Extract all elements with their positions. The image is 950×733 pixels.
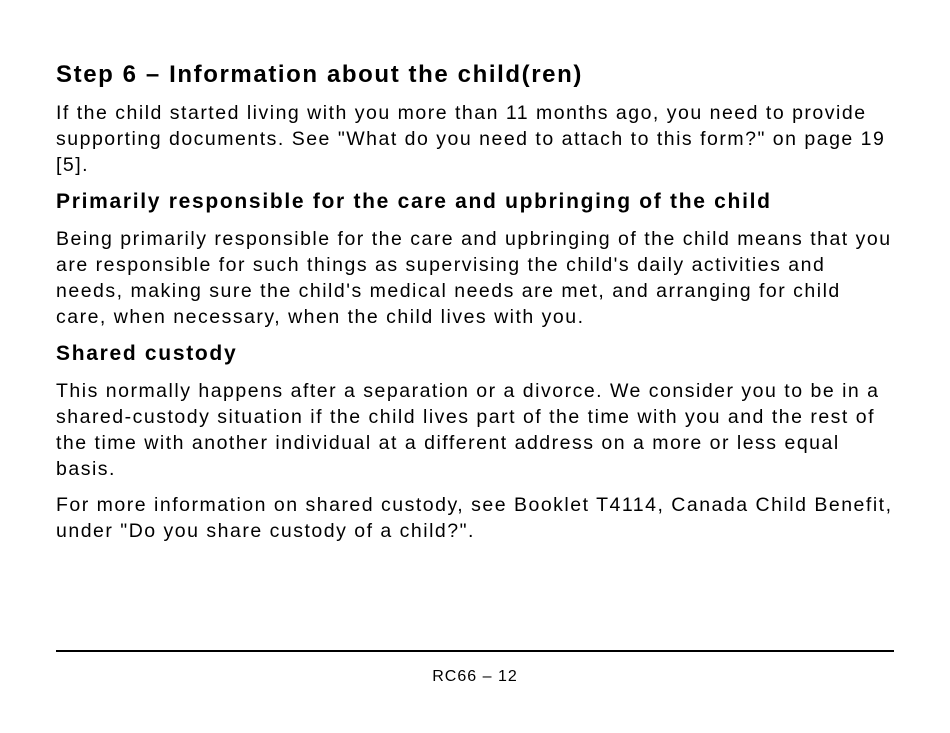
primary-care-heading: Primarily responsible for the care and upbringing of the child [56, 190, 772, 213]
footer-divider [56, 650, 894, 652]
step-intro-paragraph: If the child started living with you more than 11 months ago, you need to provide supporting documents. See "What do you need to attach to this form?" on page 19 [5]. [56, 102, 886, 176]
document-page [56, 60, 896, 554]
primary-care-paragraph: Being primarily responsible for the care and upbringing of the child means that you are responsible for such things as supervising the child's daily activities and needs, making sure the child's medical needs are met, and arranging for child care, when necessary, when the child lives with you. [56, 228, 892, 328]
shared-custody-paragraph: This normally happens after a separation or a divorce. We consider you to be in a shared-custody situation if the child lives part of the time with you and the rest of the time with another individual at a different address on a more or less equal basis. [56, 380, 880, 480]
shared-custody-more-info-paragraph: For more information on shared custody, see Booklet T4114, Canada Child Benefit, under "Do you share custody of a child?". [56, 494, 893, 542]
shared-custody-heading: Shared custody [56, 342, 238, 365]
step-title: Step 6 – Information about the child(ren) [56, 61, 583, 88]
footer-page-number: RC66 – 12 [432, 668, 518, 685]
